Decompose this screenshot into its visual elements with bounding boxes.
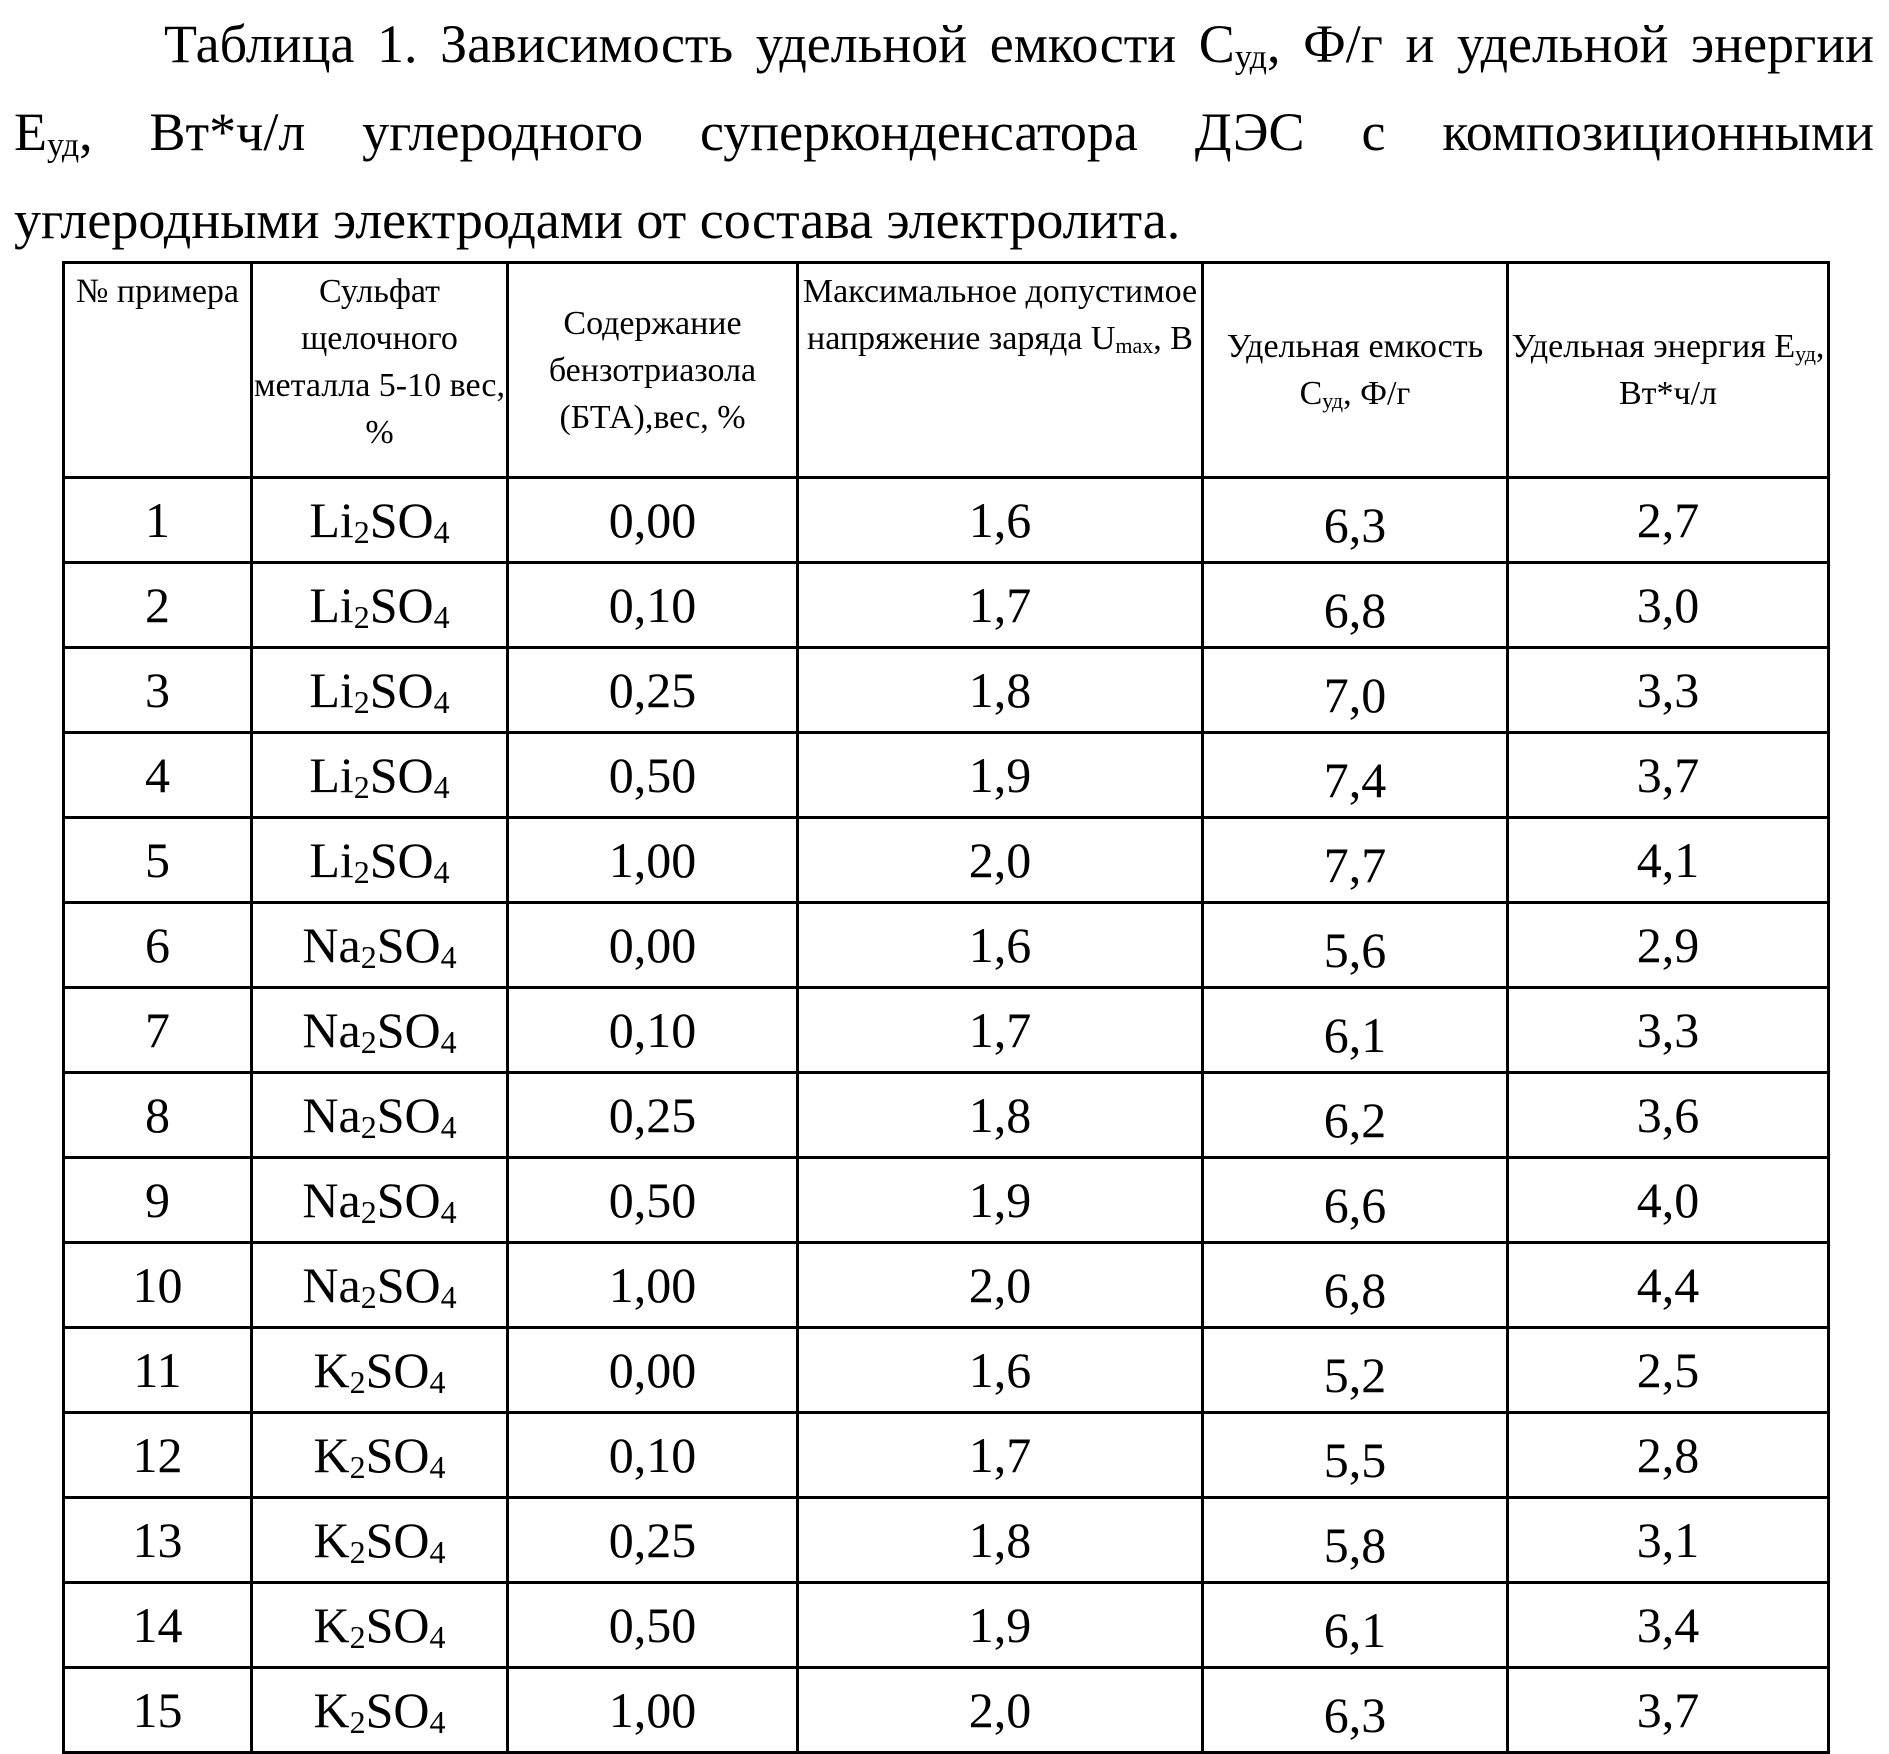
cell-max-voltage: 1,6 — [798, 478, 1203, 563]
data-table — [62, 261, 1830, 1754]
cell-max-voltage: 1,8 — [798, 1498, 1203, 1583]
cell-capacity: 6,3 — [1203, 1668, 1508, 1753]
cell-capacity: 7,4 — [1203, 733, 1508, 818]
table-row — [64, 818, 1829, 903]
cell-bta: 0,25 — [508, 648, 798, 733]
table-row — [64, 1583, 1829, 1668]
cell-capacity: 7,7 — [1203, 818, 1508, 903]
cell-sulfate: $Na_2SO_4$ — [252, 988, 508, 1073]
cell-example-number: 9 — [64, 1158, 252, 1243]
header-example-number: № примера — [64, 263, 252, 478]
cell-example-number: 6 — [64, 903, 252, 988]
cell-example-number: 10 — [64, 1243, 252, 1328]
cell-max-voltage: 1,9 — [798, 1158, 1203, 1243]
cell-sulfate: $Na_2SO_4$ — [252, 903, 508, 988]
table-row — [64, 1498, 1829, 1583]
table-row — [64, 988, 1829, 1073]
cell-example-number: 4 — [64, 733, 252, 818]
cell-capacity: 5,2 — [1203, 1328, 1508, 1413]
table-row — [64, 1413, 1829, 1498]
cell-capacity: 5,8 — [1203, 1498, 1508, 1583]
cell-bta: 1,00 — [508, 818, 798, 903]
cell-energy: 3,7 — [1508, 733, 1829, 818]
cell-max-voltage: 1,7 — [798, 1413, 1203, 1498]
header-max-voltage: Максимальное допустимое напряжение заряда $U_{max}$, В — [798, 263, 1203, 478]
header-sulfate: Сульфат щелочного металла 5-10 вес, % — [252, 263, 508, 478]
cell-capacity: 5,5 — [1203, 1413, 1508, 1498]
cell-capacity: 6,8 — [1203, 563, 1508, 648]
cell-sulfate: $Na_2SO_4$ — [252, 1073, 508, 1158]
cell-bta: 0,50 — [508, 1583, 798, 1668]
cell-bta: 0,00 — [508, 903, 798, 988]
table-row — [64, 903, 1829, 988]
cell-max-voltage: 1,9 — [798, 733, 1203, 818]
cell-bta: 1,00 — [508, 1243, 798, 1328]
table-caption: Таблица 1. Зависимость удельной емкости $С_{уд}$, Ф/г и удельной энергии $Е_{уд}$, Вт*ч/л углеродного суперконденсатора ДЭС с композиционными углеродными электродами от состава электролита. — [14, 14, 1874, 250]
cell-sulfate: $Li_2SO_4$ — [252, 478, 508, 563]
cell-example-number: 13 — [64, 1498, 252, 1583]
cell-bta: 0,10 — [508, 988, 798, 1073]
cell-energy: 3,7 — [1508, 1668, 1829, 1753]
cell-sulfate: $K_2SO_4$ — [252, 1413, 508, 1498]
cell-example-number: 11 — [64, 1328, 252, 1413]
cell-energy: 3,3 — [1508, 648, 1829, 733]
cell-energy: 4,0 — [1508, 1158, 1829, 1243]
table-body — [64, 478, 1829, 1753]
cell-energy: 3,0 — [1508, 563, 1829, 648]
cell-max-voltage: 1,7 — [798, 988, 1203, 1073]
header-capacity: Удельная емкость $С_{уд}$, Ф/г — [1203, 263, 1508, 478]
cell-bta: 0,10 — [508, 1413, 798, 1498]
cell-capacity: 6,6 — [1203, 1158, 1508, 1243]
cell-example-number: 12 — [64, 1413, 252, 1498]
cell-bta: 0,10 — [508, 563, 798, 648]
cell-bta: 0,25 — [508, 1498, 798, 1583]
header-row — [64, 263, 1829, 478]
cell-max-voltage: 2,0 — [798, 1243, 1203, 1328]
cell-energy: 2,9 — [1508, 903, 1829, 988]
cell-energy: 3,1 — [1508, 1498, 1829, 1583]
header-bta: Содержание бензотриазола (БТА),вес, % — [508, 263, 798, 478]
cell-sulfate: $Li_2SO_4$ — [252, 818, 508, 903]
cell-example-number: 3 — [64, 648, 252, 733]
cell-max-voltage: 2,0 — [798, 1668, 1203, 1753]
table-row — [64, 1668, 1829, 1753]
cell-sulfate: $K_2SO_4$ — [252, 1668, 508, 1753]
cell-max-voltage: 1,6 — [798, 903, 1203, 988]
cell-capacity: 5,6 — [1203, 903, 1508, 988]
cell-capacity: 6,1 — [1203, 988, 1508, 1073]
cell-energy: 3,6 — [1508, 1073, 1829, 1158]
cell-example-number: 14 — [64, 1583, 252, 1668]
cell-energy: 2,8 — [1508, 1413, 1829, 1498]
cell-sulfate: $Na_2SO_4$ — [252, 1158, 508, 1243]
cell-energy: 3,4 — [1508, 1583, 1829, 1668]
cell-max-voltage: 1,8 — [798, 1073, 1203, 1158]
cell-max-voltage: 1,9 — [798, 1583, 1203, 1668]
cell-max-voltage: 2,0 — [798, 818, 1203, 903]
cell-bta: 0,00 — [508, 1328, 798, 1413]
cell-example-number: 5 — [64, 818, 252, 903]
cell-energy: 2,5 — [1508, 1328, 1829, 1413]
cell-capacity: 6,8 — [1203, 1243, 1508, 1328]
cell-energy: 4,1 — [1508, 818, 1829, 903]
cell-sulfate: $Li_2SO_4$ — [252, 648, 508, 733]
cell-sulfate: $Li_2SO_4$ — [252, 733, 508, 818]
cell-bta: 0,00 — [508, 478, 798, 563]
cell-sulfate: $K_2SO_4$ — [252, 1328, 508, 1413]
cell-example-number: 1 — [64, 478, 252, 563]
cell-example-number: 2 — [64, 563, 252, 648]
cell-example-number: 7 — [64, 988, 252, 1073]
table-row — [64, 1158, 1829, 1243]
cell-sulfate: $K_2SO_4$ — [252, 1583, 508, 1668]
table-row — [64, 1243, 1829, 1328]
cell-example-number: 8 — [64, 1073, 252, 1158]
cell-capacity: 6,1 — [1203, 1583, 1508, 1668]
cell-max-voltage: 1,8 — [798, 648, 1203, 733]
cell-max-voltage: 1,6 — [798, 1328, 1203, 1413]
table-row — [64, 733, 1829, 818]
cell-sulfate: $Li_2SO_4$ — [252, 563, 508, 648]
cell-sulfate: $Na_2SO_4$ — [252, 1243, 508, 1328]
cell-max-voltage: 1,7 — [798, 563, 1203, 648]
table-row — [64, 478, 1829, 563]
cell-energy: 3,3 — [1508, 988, 1829, 1073]
table-row — [64, 563, 1829, 648]
cell-capacity: 6,3 — [1203, 478, 1508, 563]
table-row — [64, 1073, 1829, 1158]
cell-bta: 1,00 — [508, 1668, 798, 1753]
table-row — [64, 648, 1829, 733]
cell-bta: 0,50 — [508, 1158, 798, 1243]
table-row — [64, 1328, 1829, 1413]
cell-example-number: 15 — [64, 1668, 252, 1753]
cell-capacity: 7,0 — [1203, 648, 1508, 733]
cell-sulfate: $K_2SO_4$ — [252, 1498, 508, 1583]
cell-bta: 0,25 — [508, 1073, 798, 1158]
cell-capacity: 6,2 — [1203, 1073, 1508, 1158]
cell-energy: 4,4 — [1508, 1243, 1829, 1328]
header-energy: Удельная энергия $Е_{уд}$, Вт*ч/л — [1508, 263, 1829, 478]
cell-bta: 0,50 — [508, 733, 798, 818]
cell-energy: 2,7 — [1508, 478, 1829, 563]
